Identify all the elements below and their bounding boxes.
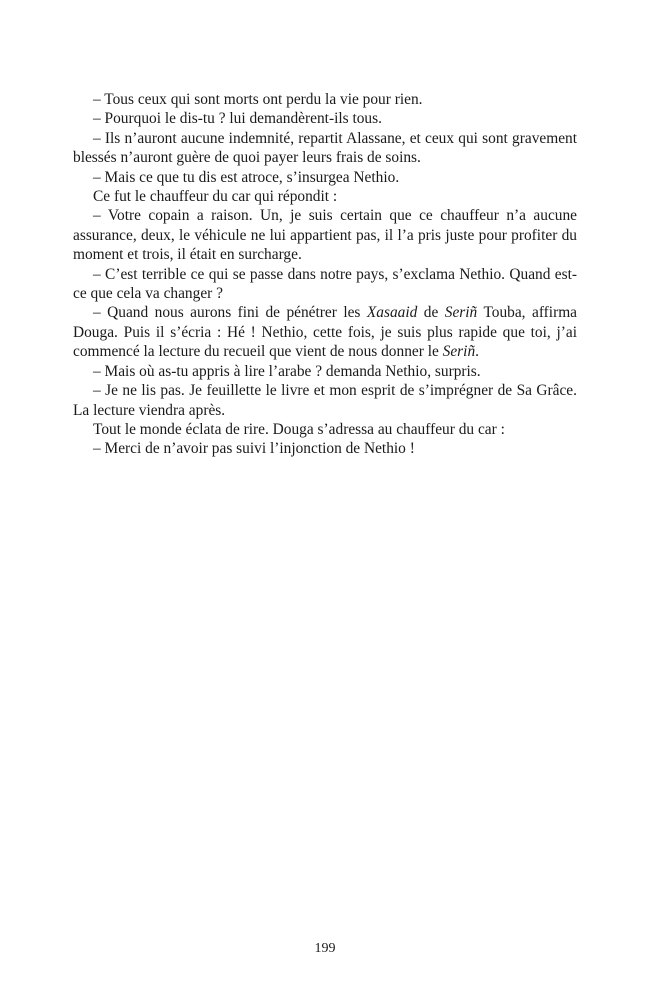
paragraph: – Je ne lis pas. Je feuillette le livre et mon esprit de s’imprégner de Sa Grâce. La lecture viendra après. xyxy=(73,382,577,419)
italic-term: Seriñ xyxy=(442,343,476,361)
paragraph: – Mais où as-tu appris à lire l’arabe ? demanda Nethio, surpris. xyxy=(93,362,481,380)
italic-term: Xasaaid xyxy=(366,304,418,322)
paragraph: Ce fut le chauffeur du car qui répondit : xyxy=(93,188,338,206)
paragraph: Tout le monde éclata de rire. Douga s’adressa au chauffeur du car : xyxy=(93,420,505,438)
paragraph: – Pourquoi le dis-tu ? lui demandèrent-ils tous. xyxy=(93,110,382,128)
paragraph: – Votre copain a raison. Un, je suis certain que ce chauffeur n’a aucune assurance, deux, le véhicule ne lui appartient pas, il l’a pris juste pour profiter du moment et trois, il était en surcharge. xyxy=(73,207,577,264)
paragraph: – Tous ceux qui sont morts ont perdu la vie pour rien. xyxy=(93,91,423,108)
body-text xyxy=(73,90,577,459)
paragraph: – C’est terrible ce qui se passe dans notre pays, s’exclama Nethio. Quand est-ce que cela va changer ? xyxy=(73,265,577,303)
paragraph: – Mais ce que tu dis est atroce, s’insurgea Nethio. xyxy=(93,168,400,186)
page-number: 199 xyxy=(314,941,336,956)
paragraph: – Merci de n’avoir pas suivi l’injonction de Nethio ! xyxy=(93,440,415,458)
italic-term: Seriñ xyxy=(444,304,478,322)
paragraph: – Ils n’auront aucune indemnité, repartit Alassane, et ceux qui sont gravement blessés n’auront guère de quoi payer leurs frais de soins. xyxy=(73,129,577,167)
paragraph: – Quand nous aurons fini de pénétrer les Xasaaid de Seriñ Touba, affirma Douga. Puis il s’écria : Hé ! Nethio, cette fois, je suis plus rapide que toi, j’ai commencé la lecture du recueil que vient de nous donner le Seriñ. xyxy=(73,304,577,361)
